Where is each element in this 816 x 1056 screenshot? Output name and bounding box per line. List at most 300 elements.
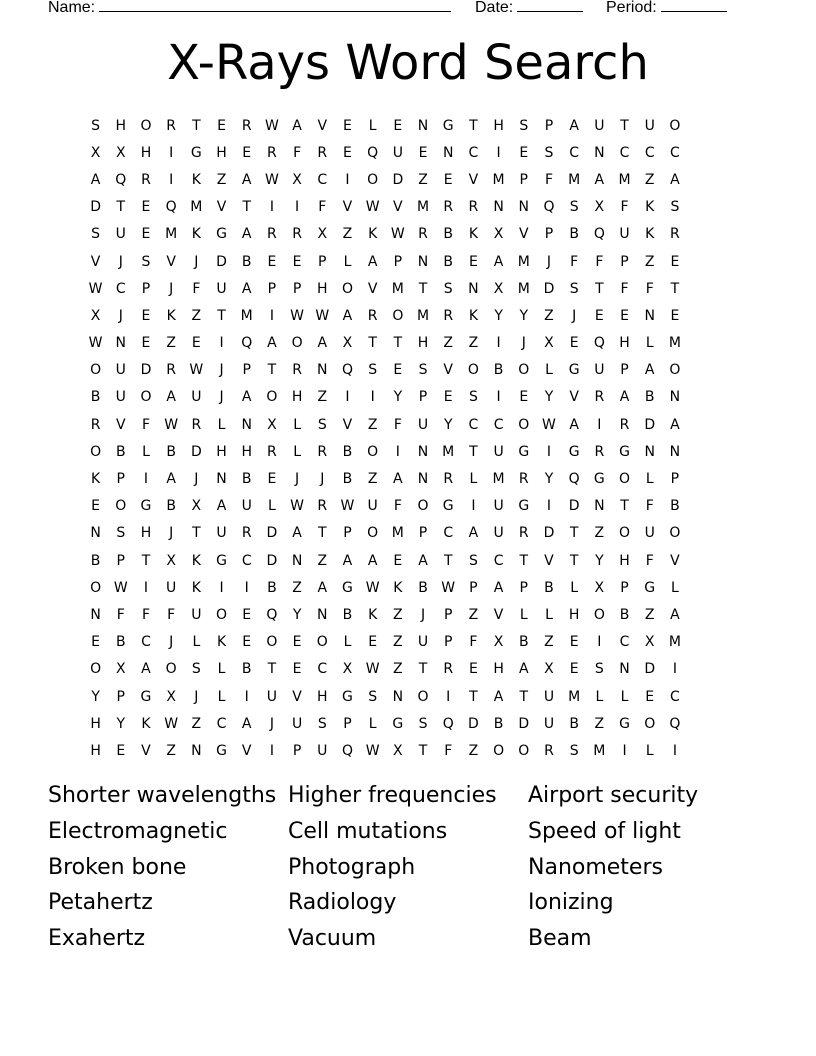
grid-cell[interactable]: R bbox=[443, 661, 454, 678]
grid-cell[interactable]: P bbox=[318, 253, 327, 270]
grid-cell[interactable]: A bbox=[644, 362, 655, 379]
grid-cell[interactable]: U bbox=[493, 443, 504, 460]
grid-cell[interactable]: J bbox=[194, 253, 199, 270]
grid-cell[interactable]: W bbox=[290, 307, 305, 324]
grid-cell[interactable]: O bbox=[417, 688, 429, 705]
grid-cell[interactable]: O bbox=[518, 742, 530, 759]
grid-cell[interactable]: J bbox=[521, 335, 526, 352]
grid-cell[interactable]: R bbox=[443, 307, 454, 324]
grid-cell[interactable]: M bbox=[240, 307, 253, 324]
grid-cell[interactable]: V bbox=[292, 688, 302, 705]
grid-cell[interactable]: G bbox=[140, 688, 152, 705]
grid-cell[interactable]: D bbox=[543, 280, 555, 297]
grid-cell[interactable]: I bbox=[244, 688, 249, 705]
grid-cell[interactable]: T bbox=[242, 199, 251, 216]
grid-cell[interactable]: H bbox=[619, 552, 630, 569]
grid-cell[interactable]: T bbox=[217, 307, 226, 324]
grid-cell[interactable]: R bbox=[544, 742, 554, 759]
grid-cell[interactable]: S bbox=[418, 362, 428, 379]
grid-cell[interactable]: N bbox=[392, 688, 404, 705]
grid-cell[interactable]: R bbox=[166, 117, 177, 134]
grid-cell[interactable]: L bbox=[645, 335, 654, 352]
grid-cell[interactable]: X bbox=[493, 634, 504, 651]
name-field[interactable] bbox=[48, 0, 451, 19]
grid-cell[interactable]: Q bbox=[568, 471, 580, 488]
grid-cell[interactable]: V bbox=[670, 552, 680, 569]
grid-cell[interactable]: C bbox=[317, 661, 328, 678]
grid-cell[interactable]: W bbox=[365, 199, 380, 216]
grid-cell[interactable]: B bbox=[644, 389, 655, 406]
grid-cell[interactable]: R bbox=[518, 525, 529, 542]
grid-cell[interactable]: X bbox=[115, 661, 126, 678]
grid-cell[interactable]: L bbox=[469, 471, 478, 488]
grid-cell[interactable]: F bbox=[620, 199, 629, 216]
grid-cell[interactable]: H bbox=[317, 280, 328, 297]
grid-cell[interactable]: C bbox=[468, 416, 479, 433]
grid-cell[interactable]: K bbox=[191, 552, 201, 569]
grid-cell[interactable]: M bbox=[416, 307, 430, 324]
grid-cell[interactable]: A bbox=[468, 525, 479, 542]
grid-cell[interactable]: R bbox=[619, 416, 630, 433]
grid-cell[interactable]: B bbox=[166, 498, 176, 515]
grid-cell[interactable]: N bbox=[442, 144, 454, 161]
grid-cell[interactable]: X bbox=[90, 307, 101, 324]
grid-cell[interactable]: T bbox=[192, 117, 201, 134]
grid-cell[interactable]: Y bbox=[519, 307, 529, 324]
grid-cell[interactable]: K bbox=[216, 634, 227, 651]
grid-cell[interactable]: R bbox=[241, 117, 252, 134]
grid-cell[interactable]: R bbox=[292, 362, 302, 379]
grid-cell[interactable]: R bbox=[443, 471, 454, 488]
grid-cell[interactable]: V bbox=[493, 606, 504, 623]
grid-cell[interactable]: E bbox=[116, 742, 126, 759]
grid-cell[interactable]: J bbox=[169, 634, 174, 651]
grid-cell[interactable]: Q bbox=[593, 335, 605, 352]
grid-cell[interactable]: U bbox=[115, 389, 126, 406]
grid-cell[interactable]: N bbox=[619, 661, 630, 678]
grid-cell[interactable]: A bbox=[317, 579, 328, 596]
grid-cell[interactable]: E bbox=[242, 144, 252, 161]
grid-cell[interactable]: O bbox=[644, 715, 656, 732]
grid-cell[interactable]: H bbox=[241, 443, 252, 460]
grid-cell[interactable]: H bbox=[140, 144, 152, 161]
grid-cell[interactable]: C bbox=[670, 144, 680, 161]
grid-cell[interactable]: I bbox=[395, 443, 400, 460]
grid-cell[interactable]: S bbox=[544, 144, 554, 161]
grid-cell[interactable]: W bbox=[315, 307, 330, 324]
grid-cell[interactable]: O bbox=[669, 362, 681, 379]
grid-cell[interactable]: B bbox=[619, 606, 630, 623]
grid-cell[interactable]: Z bbox=[393, 634, 403, 651]
grid-cell[interactable]: D bbox=[644, 661, 656, 678]
grid-cell[interactable]: E bbox=[267, 253, 277, 270]
grid-cell[interactable]: O bbox=[291, 335, 303, 352]
grid-cell[interactable]: W bbox=[290, 498, 305, 515]
grid-cell[interactable]: S bbox=[191, 661, 201, 678]
grid-cell[interactable]: G bbox=[392, 715, 404, 732]
grid-cell[interactable]: M bbox=[416, 199, 430, 216]
grid-cell[interactable]: V bbox=[317, 117, 328, 134]
grid-cell[interactable]: X bbox=[292, 171, 302, 188]
grid-cell[interactable]: H bbox=[90, 742, 101, 759]
grid-cell[interactable]: S bbox=[91, 117, 101, 134]
grid-cell[interactable]: R bbox=[367, 307, 378, 324]
grid-cell[interactable]: V bbox=[367, 280, 378, 297]
grid-cell[interactable]: I bbox=[370, 389, 375, 406]
grid-cell[interactable]: Q bbox=[241, 335, 253, 352]
grid-cell[interactable]: H bbox=[115, 117, 127, 134]
grid-cell[interactable]: E bbox=[267, 471, 277, 488]
grid-cell[interactable]: E bbox=[393, 362, 403, 379]
grid-cell[interactable]: U bbox=[291, 715, 303, 732]
grid-cell[interactable]: K bbox=[468, 307, 478, 324]
grid-cell[interactable]: T bbox=[116, 199, 126, 216]
grid-cell[interactable]: O bbox=[417, 498, 429, 515]
grid-cell[interactable]: O bbox=[518, 362, 530, 379]
grid-cell[interactable]: U bbox=[543, 715, 555, 732]
grid-cell[interactable]: T bbox=[670, 280, 680, 297]
grid-cell[interactable]: I bbox=[143, 471, 149, 488]
grid-cell[interactable]: E bbox=[670, 253, 680, 270]
grid-cell[interactable]: T bbox=[318, 525, 327, 542]
grid-cell[interactable]: I bbox=[446, 688, 451, 705]
grid-cell[interactable]: M bbox=[618, 171, 631, 188]
grid-cell[interactable]: C bbox=[216, 715, 227, 732]
grid-cell[interactable]: U bbox=[191, 389, 202, 406]
grid-cell[interactable]: T bbox=[368, 335, 377, 352]
grid-cell[interactable]: P bbox=[418, 389, 428, 406]
grid-cell[interactable]: A bbox=[393, 471, 403, 488]
grid-cell[interactable]: M bbox=[517, 253, 530, 270]
grid-cell[interactable]: F bbox=[393, 416, 402, 433]
grid-cell[interactable]: X bbox=[90, 144, 101, 161]
grid-cell[interactable]: V bbox=[443, 362, 453, 379]
grid-cell[interactable]: G bbox=[593, 471, 605, 488]
grid-cell[interactable]: O bbox=[266, 389, 278, 406]
grid-cell[interactable]: N bbox=[417, 471, 429, 488]
grid-cell[interactable]: V bbox=[141, 742, 151, 759]
grid-cell[interactable]: F bbox=[318, 199, 327, 216]
grid-cell[interactable]: G bbox=[644, 579, 656, 596]
grid-cell[interactable]: R bbox=[594, 389, 605, 406]
grid-cell[interactable]: S bbox=[468, 389, 478, 406]
grid-cell[interactable]: P bbox=[116, 688, 125, 705]
grid-cell[interactable]: S bbox=[569, 280, 579, 297]
grid-cell[interactable]: X bbox=[166, 552, 176, 569]
grid-cell[interactable]: B bbox=[241, 471, 252, 488]
grid-cell[interactable]: S bbox=[569, 742, 579, 759]
grid-cell[interactable]: E bbox=[519, 389, 529, 406]
grid-cell[interactable]: X bbox=[191, 498, 202, 515]
grid-cell[interactable]: I bbox=[597, 416, 602, 433]
grid-cell[interactable]: H bbox=[493, 117, 504, 134]
grid-cell[interactable]: L bbox=[142, 443, 150, 460]
grid-cell[interactable]: W bbox=[264, 171, 279, 188]
grid-cell[interactable]: Q bbox=[442, 715, 454, 732]
grid-cell[interactable]: Q bbox=[266, 606, 278, 623]
grid-cell[interactable]: J bbox=[546, 253, 552, 270]
grid-cell[interactable]: W bbox=[365, 742, 380, 759]
grid-cell[interactable]: F bbox=[595, 253, 604, 270]
grid-cell[interactable]: B bbox=[241, 253, 252, 270]
grid-cell[interactable]: A bbox=[493, 253, 504, 270]
grid-cell[interactable]: T bbox=[418, 661, 428, 678]
grid-cell[interactable]: B bbox=[90, 552, 101, 569]
grid-cell[interactable]: N bbox=[317, 362, 328, 379]
grid-cell[interactable]: B bbox=[569, 715, 579, 732]
grid-cell[interactable]: F bbox=[444, 742, 453, 759]
grid-cell[interactable]: F bbox=[570, 253, 579, 270]
grid-cell[interactable]: A bbox=[241, 280, 252, 297]
grid-cell[interactable]: P bbox=[116, 552, 125, 569]
grid-cell[interactable]: T bbox=[393, 335, 403, 352]
grid-cell[interactable]: I bbox=[169, 144, 174, 161]
grid-cell[interactable]: I bbox=[622, 742, 627, 759]
grid-cell[interactable]: H bbox=[216, 144, 227, 161]
grid-cell[interactable]: U bbox=[594, 117, 605, 134]
grid-cell[interactable]: K bbox=[141, 715, 151, 732]
grid-cell[interactable]: T bbox=[469, 443, 478, 460]
grid-cell[interactable]: A bbox=[594, 171, 605, 188]
grid-cell[interactable]: W bbox=[264, 117, 279, 134]
grid-cell[interactable]: I bbox=[546, 443, 552, 460]
grid-cell[interactable]: B bbox=[115, 634, 126, 651]
grid-cell[interactable]: L bbox=[570, 579, 579, 596]
grid-cell[interactable]: D bbox=[518, 715, 530, 732]
grid-cell[interactable]: P bbox=[418, 525, 428, 542]
grid-cell[interactable]: J bbox=[219, 389, 224, 406]
grid-cell[interactable]: A bbox=[569, 416, 579, 433]
grid-cell[interactable]: C bbox=[619, 144, 630, 161]
grid-cell[interactable]: W bbox=[365, 579, 380, 596]
grid-cell[interactable]: B bbox=[342, 606, 353, 623]
grid-cell[interactable]: A bbox=[342, 307, 353, 324]
grid-cell[interactable]: R bbox=[468, 199, 479, 216]
grid-cell[interactable]: A bbox=[569, 117, 579, 134]
grid-cell[interactable]: T bbox=[595, 280, 604, 297]
grid-cell[interactable]: V bbox=[468, 171, 479, 188]
grid-cell[interactable]: E bbox=[217, 117, 226, 134]
grid-cell[interactable]: Z bbox=[544, 307, 554, 324]
grid-cell[interactable]: W bbox=[340, 498, 355, 515]
grid-cell[interactable]: A bbox=[166, 471, 176, 488]
grid-cell[interactable]: A bbox=[292, 525, 302, 542]
grid-cell[interactable]: L bbox=[645, 742, 654, 759]
grid-cell[interactable]: F bbox=[116, 606, 125, 623]
grid-cell[interactable]: C bbox=[141, 634, 151, 651]
grid-cell[interactable]: A bbox=[141, 661, 151, 678]
grid-cell[interactable]: A bbox=[670, 171, 680, 188]
grid-cell[interactable]: X bbox=[342, 661, 353, 678]
grid-cell[interactable]: X bbox=[166, 688, 176, 705]
grid-cell[interactable]: Z bbox=[644, 171, 655, 188]
grid-cell[interactable]: V bbox=[166, 253, 176, 270]
grid-cell[interactable]: Z bbox=[594, 715, 605, 732]
grid-cell[interactable]: E bbox=[91, 634, 101, 651]
grid-cell[interactable]: R bbox=[594, 443, 605, 460]
grid-cell[interactable]: J bbox=[320, 471, 325, 488]
grid-cell[interactable]: C bbox=[493, 552, 504, 569]
grid-cell[interactable]: E bbox=[645, 688, 655, 705]
grid-cell[interactable]: L bbox=[192, 634, 201, 651]
grid-cell[interactable]: B bbox=[443, 253, 454, 270]
grid-cell[interactable]: D bbox=[190, 443, 202, 460]
grid-cell[interactable]: W bbox=[390, 226, 405, 243]
grid-cell[interactable]: F bbox=[141, 416, 150, 433]
grid-cell[interactable]: N bbox=[216, 471, 227, 488]
grid-cell[interactable]: B bbox=[443, 226, 454, 243]
grid-cell[interactable]: J bbox=[169, 280, 174, 297]
grid-cell[interactable]: E bbox=[242, 606, 252, 623]
grid-cell[interactable]: T bbox=[569, 552, 579, 569]
grid-cell[interactable]: A bbox=[518, 661, 529, 678]
grid-cell[interactable]: K bbox=[191, 171, 201, 188]
grid-cell[interactable]: V bbox=[544, 552, 554, 569]
grid-cell[interactable]: D bbox=[644, 416, 656, 433]
grid-cell[interactable]: A bbox=[216, 498, 227, 515]
grid-cell[interactable]: J bbox=[420, 606, 426, 623]
grid-cell[interactable]: A bbox=[493, 579, 504, 596]
grid-cell[interactable]: E bbox=[670, 307, 680, 324]
grid-cell[interactable]: V bbox=[90, 253, 101, 270]
grid-cell[interactable]: O bbox=[669, 117, 681, 134]
grid-cell[interactable]: O bbox=[493, 742, 505, 759]
grid-cell[interactable]: P bbox=[141, 280, 151, 297]
grid-cell[interactable]: W bbox=[113, 579, 128, 596]
grid-cell[interactable]: T bbox=[267, 362, 277, 379]
grid-cell[interactable]: T bbox=[469, 117, 478, 134]
grid-cell[interactable]: G bbox=[342, 688, 353, 705]
grid-cell[interactable]: G bbox=[518, 443, 530, 460]
grid-cell[interactable]: L bbox=[293, 443, 301, 460]
grid-cell[interactable]: L bbox=[595, 688, 604, 705]
grid-cell[interactable]: U bbox=[644, 117, 655, 134]
grid-cell[interactable]: I bbox=[345, 389, 350, 406]
grid-cell[interactable]: J bbox=[295, 471, 300, 488]
grid-cell[interactable]: I bbox=[496, 144, 501, 161]
grid-cell[interactable]: B bbox=[241, 661, 252, 678]
grid-cell[interactable]: X bbox=[115, 144, 126, 161]
grid-cell[interactable]: E bbox=[594, 307, 604, 324]
grid-cell[interactable]: N bbox=[191, 742, 202, 759]
grid-cell[interactable]: N bbox=[417, 117, 429, 134]
grid-cell[interactable]: S bbox=[569, 199, 579, 216]
grid-cell[interactable]: O bbox=[669, 525, 681, 542]
grid-cell[interactable]: K bbox=[368, 226, 378, 243]
grid-cell[interactable]: H bbox=[493, 661, 504, 678]
grid-cell[interactable]: K bbox=[645, 226, 655, 243]
grid-cell[interactable]: Z bbox=[544, 634, 554, 651]
grid-cell[interactable]: E bbox=[620, 307, 629, 324]
grid-cell[interactable]: R bbox=[317, 498, 328, 515]
grid-cell[interactable]: S bbox=[418, 715, 428, 732]
grid-cell[interactable]: P bbox=[443, 606, 453, 623]
grid-cell[interactable]: V bbox=[569, 389, 579, 406]
grid-cell[interactable]: Z bbox=[292, 579, 302, 596]
grid-cell[interactable]: U bbox=[241, 498, 252, 515]
grid-cell[interactable]: C bbox=[443, 525, 454, 542]
grid-cell[interactable]: N bbox=[594, 144, 605, 161]
grid-cell[interactable]: B bbox=[493, 362, 504, 379]
grid-cell[interactable]: Z bbox=[644, 606, 655, 623]
grid-cell[interactable]: F bbox=[192, 280, 201, 297]
grid-cell[interactable]: R bbox=[241, 525, 252, 542]
grid-cell[interactable]: A bbox=[241, 171, 252, 188]
grid-cell[interactable]: W bbox=[164, 416, 179, 433]
grid-cell[interactable]: W bbox=[542, 416, 556, 433]
grid-cell[interactable]: U bbox=[115, 362, 126, 379]
grid-cell[interactable]: L bbox=[217, 661, 226, 678]
grid-cell[interactable]: Z bbox=[468, 606, 479, 623]
grid-cell[interactable]: P bbox=[519, 579, 528, 596]
grid-cell[interactable]: Z bbox=[367, 416, 378, 433]
grid-cell[interactable]: V bbox=[115, 416, 126, 433]
grid-cell[interactable]: D bbox=[568, 498, 580, 515]
grid-cell[interactable]: U bbox=[417, 634, 429, 651]
grid-cell[interactable]: Z bbox=[216, 171, 227, 188]
grid-cell[interactable]: O bbox=[341, 280, 353, 297]
grid-cell[interactable]: R bbox=[418, 226, 428, 243]
grid-cell[interactable]: L bbox=[368, 117, 377, 134]
grid-cell[interactable]: X bbox=[317, 226, 328, 243]
grid-cell[interactable]: H bbox=[90, 715, 101, 732]
grid-cell[interactable]: A bbox=[493, 688, 504, 705]
grid-cell[interactable]: L bbox=[343, 253, 352, 270]
grid-cell[interactable]: O bbox=[90, 443, 102, 460]
grid-cell[interactable]: Y bbox=[595, 552, 604, 569]
grid-cell[interactable]: W bbox=[88, 335, 103, 352]
grid-cell[interactable]: L bbox=[217, 688, 226, 705]
grid-cell[interactable]: U bbox=[216, 280, 227, 297]
grid-cell[interactable]: L bbox=[293, 416, 301, 433]
grid-cell[interactable]: A bbox=[367, 253, 378, 270]
grid-cell[interactable]: S bbox=[468, 552, 478, 569]
grid-cell[interactable]: T bbox=[418, 280, 428, 297]
grid-cell[interactable]: E bbox=[242, 634, 252, 651]
grid-cell[interactable]: O bbox=[115, 498, 127, 515]
grid-cell[interactable]: T bbox=[519, 552, 529, 569]
grid-cell[interactable]: L bbox=[545, 362, 553, 379]
grid-cell[interactable]: R bbox=[267, 144, 277, 161]
grid-cell[interactable]: M bbox=[568, 688, 581, 705]
grid-cell[interactable]: C bbox=[493, 416, 504, 433]
grid-cell[interactable]: L bbox=[368, 715, 377, 732]
grid-cell[interactable]: H bbox=[417, 335, 429, 352]
grid-cell[interactable]: J bbox=[194, 688, 199, 705]
grid-cell[interactable]: U bbox=[493, 498, 504, 515]
grid-cell[interactable]: O bbox=[619, 525, 631, 542]
grid-cell[interactable]: P bbox=[443, 634, 453, 651]
grid-cell[interactable]: R bbox=[191, 416, 202, 433]
grid-cell[interactable]: J bbox=[572, 307, 577, 324]
grid-cell[interactable]: K bbox=[368, 606, 378, 623]
grid-cell[interactable]: N bbox=[644, 307, 655, 324]
grid-cell[interactable]: A bbox=[166, 389, 176, 406]
grid-cell[interactable]: E bbox=[569, 335, 579, 352]
grid-cell[interactable]: J bbox=[118, 253, 123, 270]
grid-cell[interactable]: Z bbox=[418, 171, 428, 188]
grid-cell[interactable]: U bbox=[619, 226, 630, 243]
grid-cell[interactable]: F bbox=[544, 171, 553, 188]
grid-cell[interactable]: M bbox=[391, 525, 404, 542]
grid-cell[interactable]: I bbox=[269, 742, 274, 759]
grid-cell[interactable]: B bbox=[115, 443, 126, 460]
grid-cell[interactable]: B bbox=[90, 389, 101, 406]
grid-cell[interactable]: R bbox=[292, 226, 302, 243]
grid-cell[interactable]: C bbox=[569, 144, 580, 161]
grid-cell[interactable]: Q bbox=[367, 144, 379, 161]
grid-cell[interactable]: N bbox=[241, 416, 252, 433]
